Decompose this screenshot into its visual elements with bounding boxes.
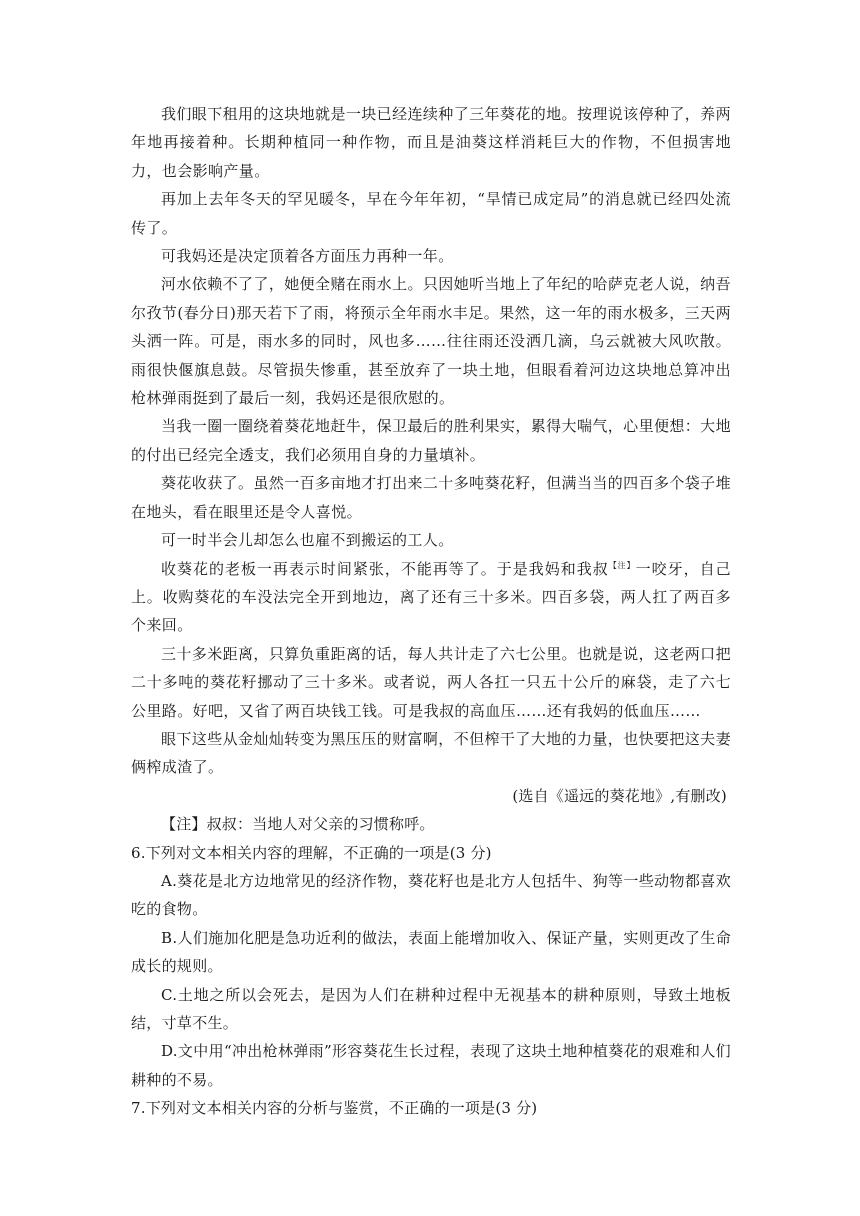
footnote: 【注】叔叔：当地人对父亲的习惯称呼。 — [161, 815, 435, 834]
question-6-option-d: D.文中用“冲出枪林弹雨”形容葵花生长过程，表现了这块土地种植葵花的艰难和人们耕种的不易。 — [131, 1042, 731, 1089]
question-6-option-b: B.人们施加化肥是急功近利的做法，表面上能增加收入、保证产量，实则更改了生命成长的规则。 — [131, 928, 731, 976]
document-page — [131, 100, 731, 1123]
paragraph-carrying-part1: 收葵花的老板一再表示时间紧张，不能再等了。于是我妈和我叔 — [161, 559, 609, 578]
paragraph-warm-winter: 再加上去年冬天的罕见暖冬，早在今年年初，“旱情已成定局”的消息就已经四处流传了。 — [131, 190, 731, 237]
paragraph-no-workers: 可一时半会儿却怎么也雇不到搬运的工人。 — [161, 531, 454, 550]
paragraph-rain: 河水依赖不了了，她便全赌在雨水上。只因她听当地上了年纪的哈萨克老人说，纳吾尔孜节(春分日)那天若下了雨，将预示全年雨水丰足。果然，这一年的雨水极多，三天两头洒一阵。可是，雨水多的同时，风也多……往往雨还没洒几滴，乌云就被大风吹散。雨很快偃旗息鼓。尽管损失惨重，甚至放弃了一块土地，但眼看着河边这块地总算冲出枪林弹雨挺到了最后一刻，我妈还是很欣慰的。 — [131, 275, 731, 408]
paragraph-carrying — [131, 555, 731, 640]
source-citation: (选自《遥远的葵花地》,有删改) — [512, 786, 727, 805]
paragraph-rented-land: 我们眼下租用的这块地就是一块已经连续种了三年葵花的地。按理说该停种了，养两年地再接着种。长期种植同一种作物，而且是油葵这样消耗巨大的作物，不但损害地力，也会影响产量。 — [131, 105, 731, 180]
paragraph-harvest: 葵花收获了。虽然一百多亩地才打出来二十多吨葵花籽，但满当当的四百多个袋子堆在地头，看在眼里还是令人喜悦。 — [131, 474, 731, 521]
question-6-option-a: A.葵花是北方边地常见的经济作物，葵花籽也是北方人包括牛、狗等一些动物都喜欢吃的食物。 — [131, 871, 731, 919]
note-reference-mark: 【注】 — [608, 560, 636, 570]
question-6-stem: 6.下列对文本相关内容的理解，不正确的一项是(3 分) — [131, 843, 492, 862]
question-6-option-c: C.土地之所以会死去，是因为人们在耕种过程中无视基本的耕种原则，导致土地板结，寸草不生。 — [131, 985, 731, 1032]
question-7-stem: 7.下列对文本相关内容的分析与鉴赏，不正确的一项是(3 分) — [131, 1099, 538, 1118]
paragraph-carrying-part2: 一咬牙，自己上。收购葵花的车没法完全开到地边，离了还有三十多米。四百多袋，两人扛了两百多个来回。 — [131, 559, 731, 635]
paragraph-herding: 当我一圈一圈绕着葵花地赶牛，保卫最后的胜利果实，累得大喘气，心里便想：大地的付出已经完全透支，我们必须用自身的力量填补。 — [131, 417, 731, 464]
paragraph-distance: 三十多米距离，只算负重距离的话，每人共计走了六七公里。也就是说，这老两口把二十多吨的葵花籽挪动了三十多米。或者说，两人各扛一只五十公斤的麻袋，走了六七公里路。好吧，又省了两百块钱工钱。可是我叔的高血压……还有我妈的低血压…… — [131, 644, 731, 720]
paragraph-wealth: 眼下这些从金灿灿转变为黑压压的财富啊，不但榨干了大地的力量，也快要把这夫妻俩榨成渣了。 — [131, 729, 731, 777]
paragraph-mom-decision: 可我妈还是决定顶着各方面压力再种一年。 — [161, 247, 454, 266]
